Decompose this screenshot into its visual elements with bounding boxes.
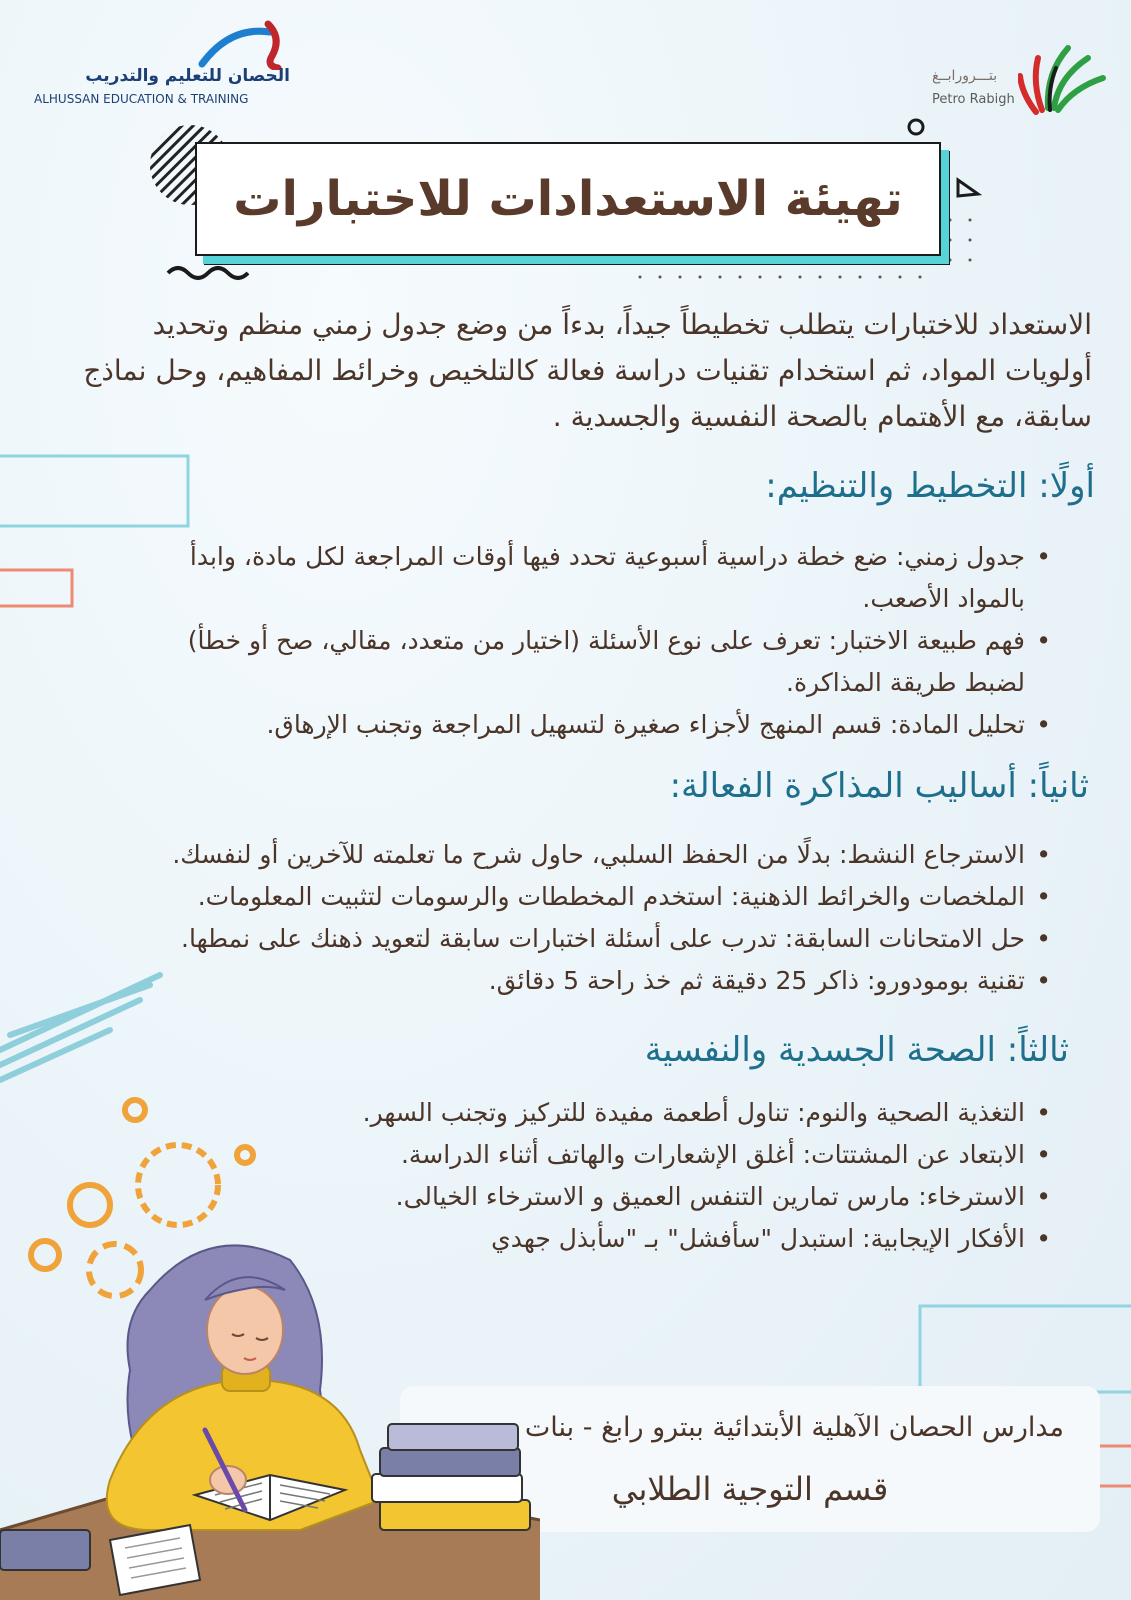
section-heading-planning: أولًا: التخطيط والتنظيم: <box>765 466 1095 506</box>
list-item: • تقنية بومودورو: ذاكر 25 دقيقة ثم خذ راحة 5 دقائق. <box>45 960 1055 1002</box>
title-box <box>195 142 941 256</box>
intro-paragraph: الاستعداد للاختبارات يتطلب تخطيطاً جيداً، بدءاً من وضع جدول زمني منظم وتحديد أولويات المواد، ثم استخدام تقنيات دراسة فعالة كالتلخيص وخرائط المفاهيم، وحل نماذج سابقة، مع الأهتمام بالصحة النفسية والجسدية . <box>83 308 1092 433</box>
list-item: • الملخصات والخرائط الذهنية: استخدم المخططات والرسومات لتثبيت المعلومات. <box>45 876 1055 918</box>
school-name: مدارس الحصان الآهلية الأبتدائية ببترو رابغ - بنات <box>524 1412 1064 1443</box>
list-item: • تحليل المادة: قسم المنهج لأجزاء صغيرة لتسهيل المراجعة وتجنب الإرهاق. <box>125 704 1055 746</box>
alhussan-logo-arabic: الحصان للتعليم والتدريب <box>85 66 290 86</box>
list-item: • الاسترجاع النشط: بدلًا من الحفظ السلبي، حاول شرح ما تعلمته للآخرين أو لنفسك. <box>45 834 1055 876</box>
planning-list <box>125 536 1055 746</box>
student-studying-illustration <box>0 1230 540 1600</box>
list-item: • الابتعاد عن المشتتات: أغلق الإشعارات والهاتف أثناء الدراسة. <box>215 1134 1055 1176</box>
list-item: • حل الامتحانات السابقة: تدرب على أسئلة اختبارات سابقة لتعويد ذهنك على نمطها. <box>45 918 1055 960</box>
department-name: قسم التوجية الطلابي <box>611 1470 889 1508</box>
alhussan-logo-icon <box>190 20 290 70</box>
list-item: • جدول زمني: ضع خطة دراسية أسبوعية تحدد فيها أوقات المراجعة لكل مادة، وابدأ بالمواد الأصعب. <box>125 536 1055 620</box>
petro-rabigh-logo-english: Petro Rabigh <box>932 92 1015 107</box>
alhussan-logo-english: ALHUSSAN EDUCATION & TRAINING <box>34 92 249 106</box>
study-methods-list <box>45 834 1055 1002</box>
petro-rabigh-logo-arabic: بتـــرورابــغ <box>932 68 998 84</box>
alhussan-logo <box>30 20 290 110</box>
list-item: • فهم طبيعة الاختبار: تعرف على نوع الأسئلة (اختيار من متعدد، مقالي، صح أو خطأ) لضبط طريقة المذاكرة. <box>125 620 1055 704</box>
list-item: • الاسترخاء: مارس تمارين التنفس العميق و الاسترخاء الخيالى. <box>215 1176 1055 1218</box>
page-title: تهيئة الاستعدادات للاختبارات <box>233 171 903 227</box>
section-heading-health: ثالثاً: الصحة الجسدية والنفسية <box>644 1030 1069 1070</box>
petro-rabigh-logo-icon <box>1018 28 1108 118</box>
petro-rabigh-logo <box>920 28 1100 118</box>
section-heading-study-methods: ثانياً: أساليب المذاكرة الفعالة: <box>669 766 1089 806</box>
list-item: • الأفكار الإيجابية: استبدل "سأفشل" بـ "سأبذل جهدي <box>215 1218 1055 1260</box>
list-item: • التغذية الصحية والنوم: تناول أطعمة مفيدة للتركيز وتجنب السهر. <box>215 1092 1055 1134</box>
